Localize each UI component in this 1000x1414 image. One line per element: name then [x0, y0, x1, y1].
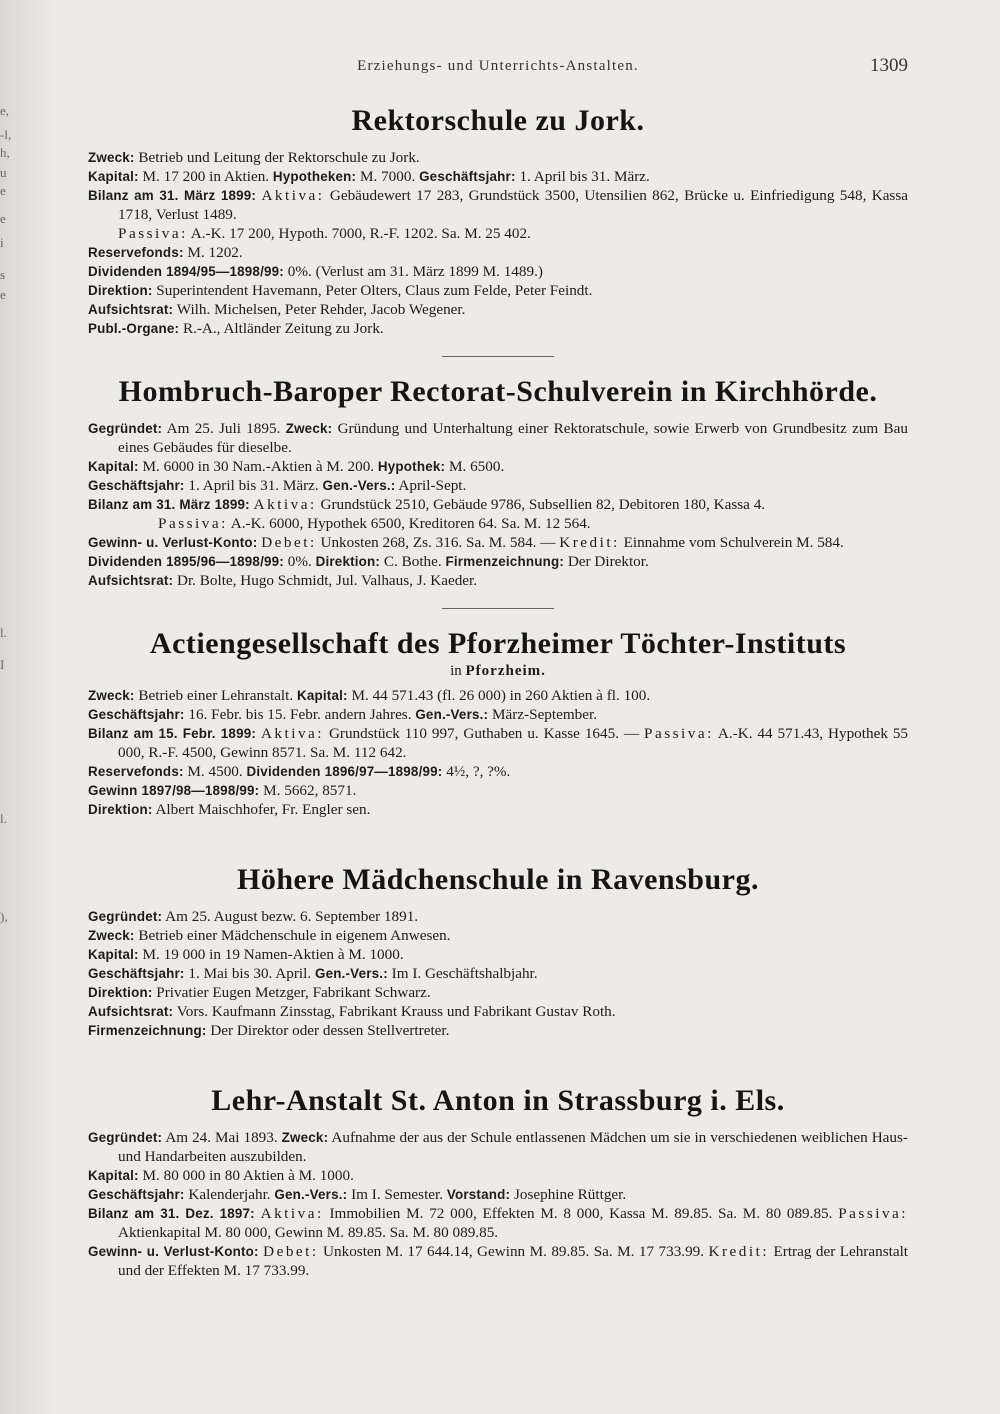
entry-text: Betrieb und Leitung der Rektorschule zu Jork.: [138, 149, 420, 166]
margin-fragment: I: [0, 657, 5, 672]
entry-dividenden: [88, 552, 908, 571]
entry-text: M. 5662, 8571.: [263, 782, 357, 799]
entry-text: Am 25. Juli 1895.: [166, 420, 281, 437]
entry-text: Aktienkapital M. 80 000, Gewinn M. 89.85. Sa. M. 80 089.85.: [118, 1224, 499, 1241]
entry-key: Geschäftsjahr:: [88, 1187, 185, 1202]
entry-key: Gen.-Vers.:: [322, 478, 396, 493]
margin-fragment: u: [0, 165, 7, 180]
entry-key: Gen.-Vers.:: [274, 1187, 348, 1202]
section-hombruch-baroper: [88, 375, 908, 590]
entry-key: Dividenden 1894/95—1898/99:: [88, 264, 284, 279]
entry-text: Der Direktor oder dessen Stellvertreter.: [210, 1022, 450, 1039]
entry-key: Direktion:: [88, 985, 153, 1000]
entry-key: Aufsichtsrat:: [88, 302, 174, 317]
entry-text: M. 44 571.43 (fl. 26 000) in 260 Aktien à fl. 100.: [351, 687, 651, 704]
entry-text: M. 19 000 in 19 Namen-Aktien à M. 1000.: [142, 946, 404, 963]
entry-key: Gegründet:: [88, 909, 163, 924]
entry-key: Kapital:: [296, 688, 348, 703]
entry-text: 4½, ?, ?%.: [446, 763, 511, 780]
entry-key: Gewinn- u. Verlust-Konto:: [88, 1244, 259, 1259]
margin-fragment: e: [0, 183, 6, 198]
entry-reservefonds: [88, 762, 908, 781]
entry-kapital: [88, 945, 908, 964]
entry-key: Bilanz am 31. März 1899:: [88, 188, 257, 203]
entry-text: Ertrag der Lehranstalt und der Effekten M. 17 733.99.: [118, 1243, 909, 1279]
page-number: 1309: [870, 55, 908, 76]
entry-key: Hypothek:: [377, 459, 446, 474]
margin-fragment: e: [0, 287, 6, 302]
entry-text: Vors. Kaufmann Zinsstag, Fabrikant Krauss und Fabrikant Gustav Roth.: [176, 1003, 616, 1020]
entry-text: 16. Febr. bis 15. Febr. andern Jahres.: [188, 706, 412, 723]
entry-spaced-label: Aktiva:: [260, 1205, 324, 1222]
entry-passiva: [88, 514, 908, 533]
entry-aufsichtsrat: [88, 1002, 908, 1021]
entry-key: Gen.-Vers.:: [415, 707, 489, 722]
section-title: Rektorschule zu Jork.: [351, 104, 645, 137]
section-divider: [442, 608, 554, 609]
entry-publ-organe: [88, 319, 908, 338]
entry-spaced-label: Passiva:: [118, 225, 188, 242]
entry-bilanz: [88, 724, 908, 762]
section-lehranstalt-st-anton: [88, 1084, 908, 1280]
entry-key: Direktion:: [315, 554, 381, 569]
entry-text: Grundstück 2510, Gebäude 9786, Subsellien 82, Debitoren 180, Kassa 4.: [320, 496, 766, 513]
entry-bilanz: [88, 186, 908, 224]
entry-text: Superintendent Havemann, Peter Olters, Claus zum Felde, Peter Feindt.: [156, 282, 593, 299]
entry-key: Kapital:: [88, 459, 139, 474]
entry-zweck: [88, 148, 908, 167]
entry-text: M. 17 200 in Aktien.: [142, 168, 270, 185]
entry-text: Unkosten M. 17 644.14, Gewinn M. 89.85. Sa. M. 17 733.99.: [323, 1243, 705, 1260]
section-title: Höhere Mädchenschule in Ravensburg.: [237, 863, 759, 896]
entry-spaced-label: Debet:: [261, 534, 317, 551]
entry-gegruendet: [88, 1128, 908, 1166]
entry-text: 0%.: [287, 553, 312, 570]
section-spacer: [88, 819, 908, 849]
entry-text: Albert Maischhofer, Fr. Engler sen.: [155, 801, 371, 818]
entry-key: Zweck:: [88, 150, 135, 165]
entry-text: 1. April bis 31. März.: [519, 168, 650, 185]
entry-text: A.-K. 44 571.43, Hypothek 55 000, R.-F. 4500, Gewinn 8571. Sa. M. 112 642.: [118, 725, 909, 761]
entry-key: Geschäftsjahr:: [419, 169, 516, 184]
entry-key: Gegründet:: [88, 1130, 163, 1145]
entry-gegruendet: [88, 907, 908, 926]
entry-gewinn-verlust: [88, 533, 908, 552]
entry-key: Zweck:: [285, 421, 333, 436]
entry-key: Zweck:: [88, 928, 135, 943]
entry-bilanz: [88, 495, 908, 514]
section-pforzheimer-toechter-institut: [88, 627, 908, 819]
entry-key: Bilanz am 15. Febr. 1899:: [88, 726, 257, 741]
entry-key: Gegründet:: [88, 421, 163, 436]
entry-text: Betrieb einer Lehranstalt.: [138, 687, 294, 704]
entry-key: Geschäftsjahr:: [88, 707, 185, 722]
entry-text: April-Sept.: [398, 477, 467, 494]
entry-text: 1. Mai bis 30. April.: [188, 965, 312, 982]
entry-text: 1. April bis 31. März.: [188, 477, 319, 494]
entry-key: Firmenzeichnung:: [88, 1023, 207, 1038]
section-subtitle: [88, 663, 908, 680]
entry-key: Gen.-Vers.:: [314, 966, 388, 981]
entry-key: Dividenden 1895/96—1898/99:: [88, 554, 284, 569]
entry-text: Am 24. Mai 1893.: [165, 1129, 278, 1146]
entry-zweck: [88, 686, 908, 705]
subtitle-place: Pforzheim.: [465, 663, 546, 679]
entry-key: Dividenden 1896/97—1898/99:: [246, 764, 443, 779]
entry-key: Direktion:: [88, 283, 153, 298]
entry-passiva: [88, 224, 908, 243]
entry-key: Vorstand:: [446, 1187, 511, 1202]
entry-text: M. 1202.: [187, 244, 243, 261]
entry-key: Aufsichtsrat:: [88, 1004, 174, 1019]
entry-key: Kapital:: [88, 947, 139, 962]
entry-key: Zweck:: [281, 1130, 329, 1145]
subtitle-prefix: in: [450, 663, 462, 679]
entry-text: Der Direktor.: [567, 553, 649, 570]
section-rektorschule-jork: [88, 104, 908, 338]
entry-text: Betrieb einer Mädchenschule in eigenem Anwesen.: [138, 927, 451, 944]
running-head-title: Erziehungs- und Unterrichts-Anstalten.: [357, 58, 639, 74]
entry-text: M. 80 000 in 80 Aktien à M. 1000.: [142, 1167, 354, 1184]
entry-text: Im I. Geschäftshalbjahr.: [391, 965, 538, 982]
entry-text: Josephine Rüttger.: [513, 1186, 627, 1203]
entry-text: Im I. Semester.: [351, 1186, 444, 1203]
entry-direktion: [88, 281, 908, 300]
entry-key: Reservefonds:: [88, 764, 184, 779]
entry-key: Aufsichtsrat:: [88, 573, 174, 588]
entry-key: Firmenzeichnung:: [445, 554, 565, 569]
entry-key: Kapital:: [88, 1168, 139, 1183]
entry-text: März-September.: [492, 706, 598, 723]
entry-text: Grundstück 110 997, Guthaben u. Kasse 1645. —: [328, 725, 640, 742]
entry-text: Unkosten 268, Zs. 316. Sa. M. 584. —: [320, 534, 556, 551]
section-title: Lehr-Anstalt St. Anton in Strassburg i. Els.: [211, 1084, 785, 1117]
entry-gewinn-verlust: [88, 1242, 908, 1280]
entry-spaced-label: Passiva:: [838, 1205, 909, 1222]
margin-fragment: e: [0, 211, 6, 226]
entry-text: Immobilien M. 72 000, Effekten M. 8 000, Kassa M. 89.85. Sa. M. 80 089.85.: [329, 1205, 833, 1222]
section-title: Actiengesellschaft des Pforzheimer Töchter-Instituts: [149, 627, 847, 660]
entry-firmenzeichnung: [88, 1021, 908, 1040]
margin-fragment: e,: [0, 103, 10, 118]
entry-direktion: [88, 800, 908, 819]
entry-text: Einnahme vom Schulverein M. 584.: [623, 534, 844, 551]
entry-spaced-label: Passiva:: [158, 515, 228, 532]
entry-key: Direktion:: [88, 802, 153, 817]
entry-text: R.-A., Altländer Zeitung zu Jork.: [182, 320, 384, 337]
entry-key: Kapital:: [88, 169, 139, 184]
section-maedchenschule-ravensburg: [88, 863, 908, 1040]
entry-key: Bilanz am 31. Dez. 1897:: [88, 1206, 255, 1221]
entry-geschaeftsjahr: [88, 1185, 908, 1204]
entry-spaced-label: Aktiva:: [260, 725, 325, 742]
entry-text: Wilh. Michelsen, Peter Rehder, Jacob Wegener.: [176, 301, 466, 318]
entry-gegruendet: [88, 419, 908, 457]
entry-aufsichtsrat: [88, 300, 908, 319]
entry-kapital: [88, 167, 908, 186]
margin-fragment: l.: [0, 811, 7, 826]
entry-text: Am 25. August bezw. 6. September 1891.: [165, 908, 419, 925]
entry-geschaeftsjahr: [88, 964, 908, 983]
entry-kapital: [88, 457, 908, 476]
entry-text: A.-K. 17 200, Hypoth. 7000, R.-F. 1202. Sa. M. 25 402.: [190, 225, 531, 242]
entry-text: Kalenderjahr.: [188, 1186, 271, 1203]
document-page: [88, 55, 909, 1280]
margin-fragment: s: [0, 267, 6, 282]
entry-dividenden: [88, 262, 908, 281]
entry-spaced-label: Aktiva:: [253, 496, 317, 513]
margin-fragment: i: [0, 235, 4, 250]
entry-key: Geschäftsjahr:: [88, 478, 185, 493]
entry-text: Aufnahme der aus der Schule entlassenen Mädchen um sie in verschiedenen weiblichen Haus- und Handarbeiten auszubilden.: [118, 1129, 908, 1165]
entry-direktion: [88, 983, 908, 1002]
entry-key: Gewinn- u. Verlust-Konto:: [88, 535, 258, 550]
entry-zweck: [88, 926, 908, 945]
entry-key: Geschäftsjahr:: [88, 966, 185, 981]
section-title: Hombruch-Baroper Rectorat-Schulverein in Kirchhörde.: [118, 375, 878, 408]
entry-key: Bilanz am 31. März 1899:: [88, 497, 250, 512]
entry-geschaeftsjahr: [88, 705, 908, 724]
entry-key: Gewinn 1897/98—1898/99:: [88, 783, 260, 798]
entry-spaced-label: Kredit:: [708, 1243, 770, 1260]
entry-bilanz: [88, 1204, 908, 1242]
entry-text: C. Bothe.: [383, 553, 442, 570]
entry-text: M. 7000.: [359, 168, 416, 185]
entry-text: M. 6500.: [448, 458, 505, 475]
entry-spaced-label: Debet:: [263, 1243, 319, 1260]
entry-spaced-label: Aktiva:: [261, 187, 325, 204]
margin-fragment: l.: [0, 625, 7, 640]
entry-text: 0%. (Verlust am 31. März 1899 M. 1489.): [287, 263, 543, 280]
section-spacer: [88, 1040, 908, 1070]
entry-text: M. 6000 in 30 Nam.-Aktien à M. 200.: [142, 458, 375, 475]
entry-text: Gebäudewert 17 283, Grundstück 3500, Utensilien 862, Brücke u. Einfriedigung 548, Kassa 1718, Verlust 1489.: [118, 187, 908, 223]
entry-kapital: [88, 1166, 908, 1185]
margin-fragment: -l,: [0, 127, 12, 142]
entry-aufsichtsrat: [88, 571, 908, 590]
entry-gewinn: [88, 781, 908, 800]
entry-text: Gründung und Unterhaltung einer Rektoratschule, sowie Erwerb von Grundbesitz zum Bau eines Gebäudes für dieselbe.: [118, 420, 908, 456]
entry-text: Privatier Eugen Metzger, Fabrikant Schwarz.: [156, 984, 431, 1001]
entry-key: Hypotheken:: [272, 169, 357, 184]
margin-fragment: ),: [0, 909, 8, 924]
entry-text: M. 4500.: [187, 763, 243, 780]
entry-key: Zweck:: [88, 688, 135, 703]
entry-geschaeftsjahr: [88, 476, 908, 495]
section-divider: [442, 356, 554, 357]
margin-fragment: h,: [0, 145, 10, 160]
entry-key: Reservefonds:: [88, 245, 184, 260]
entry-spaced-label: Kredit:: [559, 534, 620, 551]
entry-text: Dr. Bolte, Hugo Schmidt, Jul. Valhaus, J. Kaeder.: [176, 572, 478, 589]
entry-text: A.-K. 6000, Hypothek 6500, Kreditoren 64. Sa. M. 12 564.: [230, 515, 591, 532]
entry-reservefonds: [88, 243, 908, 262]
entry-spaced-label: Passiva:: [644, 725, 714, 742]
running-head: [88, 55, 908, 88]
entry-key: Publ.-Organe:: [88, 321, 180, 336]
